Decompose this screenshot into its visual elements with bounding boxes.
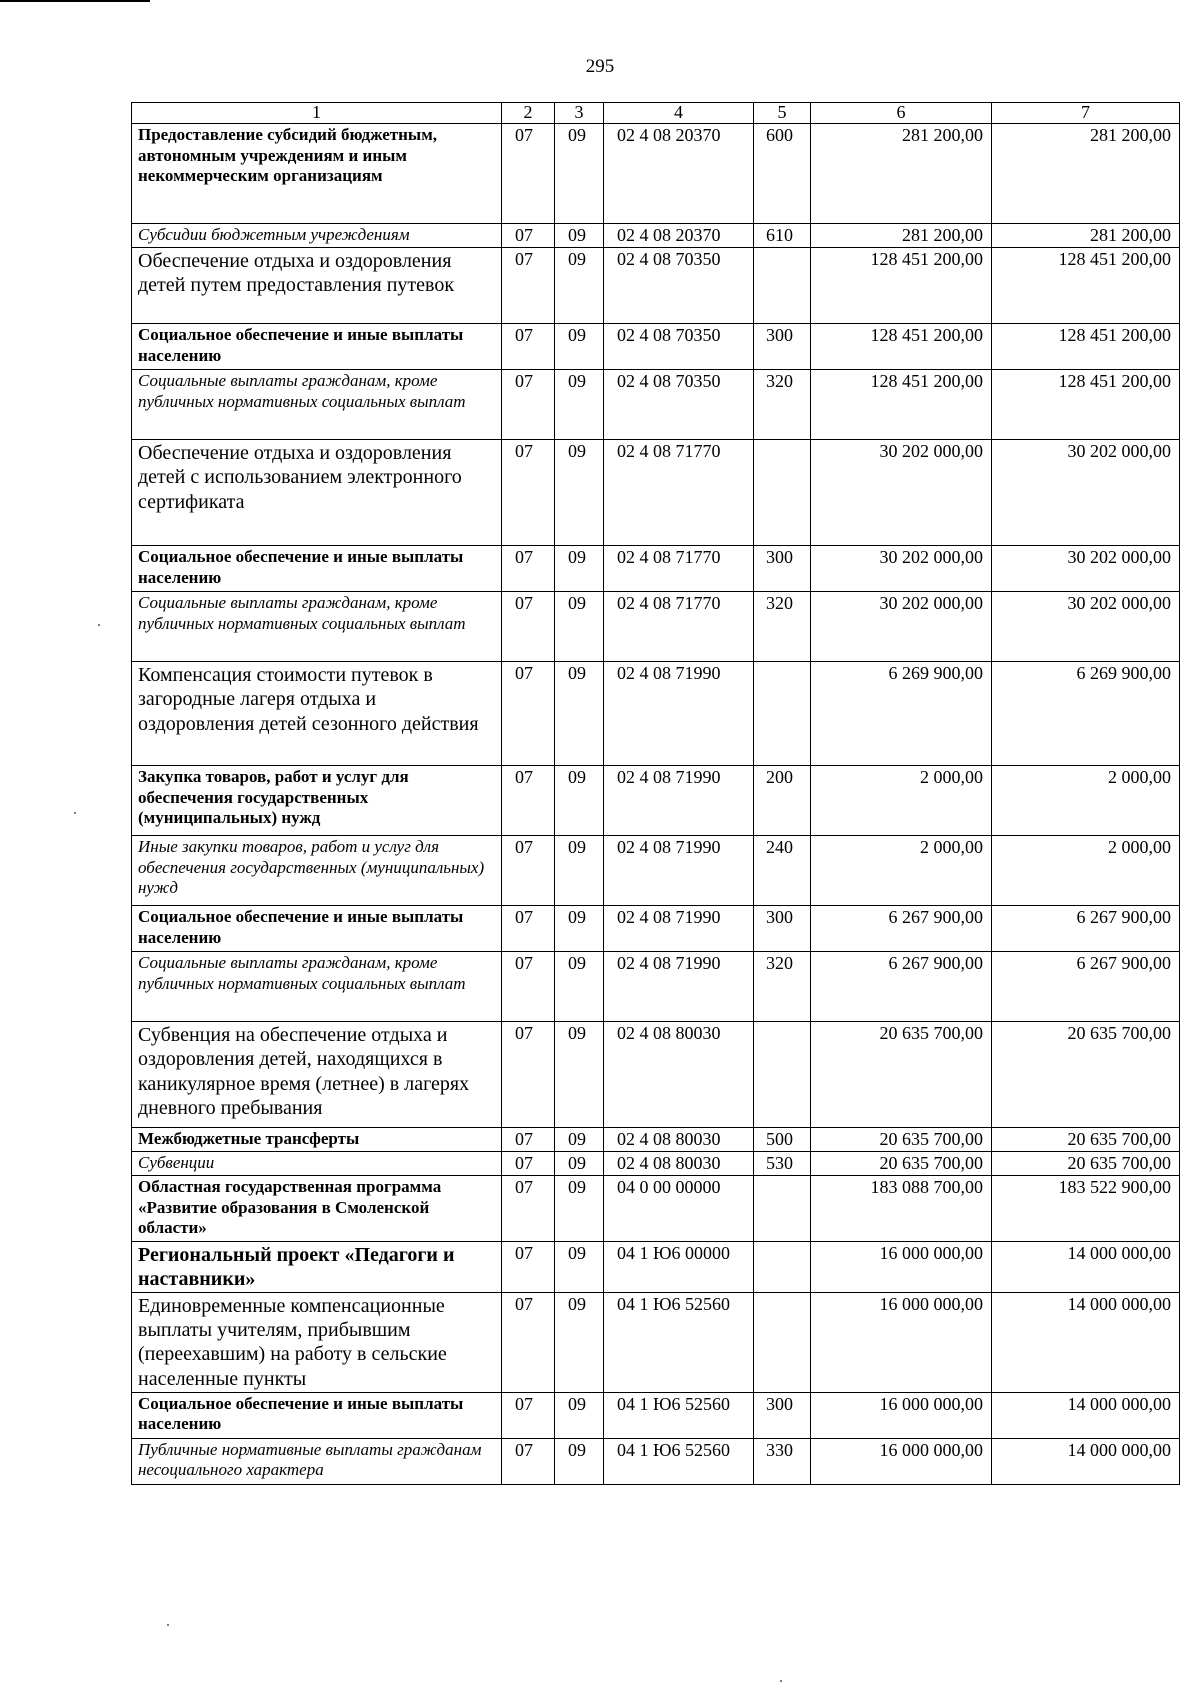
- cell-c2: 07: [502, 545, 555, 591]
- row-name-cell: Предоставление субсидий бюджетным, автономным учреждениям и иным некоммерческим организациям: [132, 123, 502, 223]
- cell-c2: 07: [502, 1175, 555, 1241]
- cell-c7: 14 000 000,00: [992, 1438, 1180, 1484]
- cell-c5: [754, 1021, 811, 1127]
- cell-c3: 09: [555, 247, 604, 323]
- cell-c6: 30 202 000,00: [811, 591, 992, 661]
- table-row: [132, 661, 1180, 765]
- row-name-cell: Компенсация стоимости путевок в загородные лагеря отдыха и оздоровления детей сезонного действия: [132, 661, 502, 765]
- cell-c4: 04 1 Ю6 00000: [604, 1241, 754, 1292]
- cell-c3: 09: [555, 223, 604, 247]
- cell-c3: 09: [555, 661, 604, 765]
- cell-c7: 14 000 000,00: [992, 1241, 1180, 1292]
- table-row: [132, 369, 1180, 439]
- column-header: 5: [754, 103, 811, 124]
- cell-c4: 02 4 08 71990: [604, 661, 754, 765]
- cell-c7: 30 202 000,00: [992, 591, 1180, 661]
- table-row: [132, 591, 1180, 661]
- row-name-cell: Региональный проект «Педагоги и наставники»: [132, 1241, 502, 1292]
- cell-c2: 07: [502, 905, 555, 951]
- cell-c4: 02 4 08 80030: [604, 1127, 754, 1151]
- cell-c6: 16 000 000,00: [811, 1241, 992, 1292]
- cell-c6: 2 000,00: [811, 835, 992, 905]
- cell-c5: 300: [754, 323, 811, 369]
- cell-c2: 07: [502, 1392, 555, 1438]
- column-header: 3: [555, 103, 604, 124]
- cell-c7: 20 635 700,00: [992, 1151, 1180, 1175]
- table-body: [132, 123, 1180, 1484]
- cell-c5: 330: [754, 1438, 811, 1484]
- cell-c6: 6 269 900,00: [811, 661, 992, 765]
- table-row: [132, 439, 1180, 545]
- cell-c7: 6 269 900,00: [992, 661, 1180, 765]
- cell-c5: 320: [754, 591, 811, 661]
- row-name-cell: Социальные выплаты гражданам, кроме публичных нормативных социальных выплат: [132, 369, 502, 439]
- cell-c7: 2 000,00: [992, 765, 1180, 835]
- cell-c6: 30 202 000,00: [811, 439, 992, 545]
- cell-c2: 07: [502, 123, 555, 223]
- row-name-cell: Субвенция на обеспечение отдыха и оздоровления детей, находящихся в каникулярное время (летнее) в лагерях дневного пребывания: [132, 1021, 502, 1127]
- column-header: 7: [992, 103, 1180, 124]
- cell-c7: 20 635 700,00: [992, 1127, 1180, 1151]
- row-name-cell: Обеспечение отдыха и оздоровления детей путем предоставления путевок: [132, 247, 502, 323]
- cell-c5: [754, 1241, 811, 1292]
- table-row: [132, 1392, 1180, 1438]
- cell-c2: 07: [502, 1438, 555, 1484]
- cell-c4: 02 4 08 20370: [604, 123, 754, 223]
- cell-c3: 09: [555, 1241, 604, 1292]
- cell-c4: 04 0 00 00000: [604, 1175, 754, 1241]
- row-name-cell: Областная государственная программа «Развитие образования в Смоленской области»: [132, 1175, 502, 1241]
- cell-c7: 128 451 200,00: [992, 247, 1180, 323]
- cell-c5: [754, 439, 811, 545]
- cell-c3: 09: [555, 123, 604, 223]
- cell-c7: 30 202 000,00: [992, 545, 1180, 591]
- row-name-cell: Социальное обеспечение и иные выплаты населению: [132, 1392, 502, 1438]
- cell-c6: 128 451 200,00: [811, 247, 992, 323]
- cell-c2: 07: [502, 247, 555, 323]
- column-header: 2: [502, 103, 555, 124]
- cell-c2: 07: [502, 765, 555, 835]
- cell-c6: 20 635 700,00: [811, 1021, 992, 1127]
- cell-c7: 128 451 200,00: [992, 369, 1180, 439]
- cell-c4: 02 4 08 71990: [604, 905, 754, 951]
- row-name-cell: Субвенции: [132, 1151, 502, 1175]
- cell-c4: 02 4 08 70350: [604, 369, 754, 439]
- cell-c2: 07: [502, 661, 555, 765]
- cell-c7: 20 635 700,00: [992, 1021, 1180, 1127]
- cell-c7: 6 267 900,00: [992, 905, 1180, 951]
- column-header: 1: [132, 103, 502, 124]
- cell-c7: 14 000 000,00: [992, 1292, 1180, 1392]
- cell-c6: 20 635 700,00: [811, 1151, 992, 1175]
- table-row: [132, 1292, 1180, 1392]
- row-name-cell: Иные закупки товаров, работ и услуг для обеспечения государственных (муниципальных) нужд: [132, 835, 502, 905]
- cell-c5: [754, 661, 811, 765]
- cell-c6: 6 267 900,00: [811, 905, 992, 951]
- cell-c3: 09: [555, 951, 604, 1021]
- cell-c3: 09: [555, 369, 604, 439]
- cell-c4: 02 4 08 70350: [604, 323, 754, 369]
- table-row: [132, 323, 1180, 369]
- cell-c7: 183 522 900,00: [992, 1175, 1180, 1241]
- cell-c5: [754, 1292, 811, 1392]
- cell-c3: 09: [555, 1438, 604, 1484]
- row-name-cell: Социальные выплаты гражданам, кроме публичных нормативных социальных выплат: [132, 951, 502, 1021]
- cell-c4: 02 4 08 71990: [604, 951, 754, 1021]
- cell-c6: 128 451 200,00: [811, 323, 992, 369]
- row-name-cell: Единовременные компенсационные выплаты учителям, прибывшим (переехавшим) на работу в сельские населенные пункты: [132, 1292, 502, 1392]
- row-name-cell: Социальное обеспечение и иные выплаты населению: [132, 545, 502, 591]
- cell-c2: 07: [502, 951, 555, 1021]
- cell-c6: 2 000,00: [811, 765, 992, 835]
- scan-speck: [74, 812, 76, 814]
- row-name-cell: Межбюджетные трансферты: [132, 1127, 502, 1151]
- cell-c4: 02 4 08 70350: [604, 247, 754, 323]
- budget-table: [131, 102, 1180, 1485]
- cell-c6: 16 000 000,00: [811, 1438, 992, 1484]
- cell-c2: 07: [502, 591, 555, 661]
- cell-c7: 6 267 900,00: [992, 951, 1180, 1021]
- table-row: [132, 223, 1180, 247]
- cell-c5: 530: [754, 1151, 811, 1175]
- cell-c2: 07: [502, 223, 555, 247]
- cell-c2: 07: [502, 439, 555, 545]
- cell-c2: 07: [502, 1241, 555, 1292]
- cell-c3: 09: [555, 1175, 604, 1241]
- row-name-cell: Социальное обеспечение и иные выплаты населению: [132, 323, 502, 369]
- cell-c6: 183 088 700,00: [811, 1175, 992, 1241]
- table-row: [132, 765, 1180, 835]
- cell-c6: 16 000 000,00: [811, 1292, 992, 1392]
- cell-c2: 07: [502, 1021, 555, 1127]
- cell-c5: 300: [754, 545, 811, 591]
- cell-c4: 04 1 Ю6 52560: [604, 1292, 754, 1392]
- cell-c2: 07: [502, 835, 555, 905]
- scan-speck: [98, 624, 100, 626]
- cell-c6: 16 000 000,00: [811, 1392, 992, 1438]
- cell-c5: 240: [754, 835, 811, 905]
- row-name-cell: Социальные выплаты гражданам, кроме публичных нормативных социальных выплат: [132, 591, 502, 661]
- table-row: [132, 1438, 1180, 1484]
- cell-c5: 200: [754, 765, 811, 835]
- cell-c3: 09: [555, 1392, 604, 1438]
- cell-c5: 500: [754, 1127, 811, 1151]
- cell-c7: 281 200,00: [992, 123, 1180, 223]
- cell-c3: 09: [555, 1127, 604, 1151]
- cell-c3: 09: [555, 323, 604, 369]
- cell-c5: 320: [754, 951, 811, 1021]
- table-header-row: [132, 103, 1180, 124]
- table-row: [132, 1175, 1180, 1241]
- cell-c2: 07: [502, 1292, 555, 1392]
- cell-c2: 07: [502, 369, 555, 439]
- top-edge-line: [0, 0, 150, 2]
- table-row: [132, 123, 1180, 223]
- cell-c3: 09: [555, 545, 604, 591]
- cell-c3: 09: [555, 1292, 604, 1392]
- cell-c6: 6 267 900,00: [811, 951, 992, 1021]
- cell-c5: 600: [754, 123, 811, 223]
- table-row: [132, 1127, 1180, 1151]
- column-header: 6: [811, 103, 992, 124]
- cell-c4: 04 1 Ю6 52560: [604, 1392, 754, 1438]
- row-name-cell: Субсидии бюджетным учреждениям: [132, 223, 502, 247]
- table-row: [132, 951, 1180, 1021]
- scan-speck: [780, 1680, 782, 1682]
- cell-c6: 281 200,00: [811, 223, 992, 247]
- cell-c7: 128 451 200,00: [992, 323, 1180, 369]
- cell-c4: 02 4 08 20370: [604, 223, 754, 247]
- scan-speck: [167, 1624, 169, 1626]
- row-name-cell: Закупка товаров, работ и услуг для обеспечения государственных (муниципальных) нужд: [132, 765, 502, 835]
- cell-c3: 09: [555, 765, 604, 835]
- row-name-cell: Публичные нормативные выплаты гражданам несоциального характера: [132, 1438, 502, 1484]
- cell-c4: 02 4 08 71770: [604, 591, 754, 661]
- cell-c2: 07: [502, 1127, 555, 1151]
- cell-c3: 09: [555, 1151, 604, 1175]
- cell-c7: 30 202 000,00: [992, 439, 1180, 545]
- row-name-cell: Обеспечение отдыха и оздоровления детей с использованием электронного сертификата: [132, 439, 502, 545]
- table-row: [132, 905, 1180, 951]
- cell-c5: 320: [754, 369, 811, 439]
- cell-c2: 07: [502, 323, 555, 369]
- cell-c7: 2 000,00: [992, 835, 1180, 905]
- cell-c3: 09: [555, 905, 604, 951]
- cell-c5: 300: [754, 905, 811, 951]
- cell-c7: 281 200,00: [992, 223, 1180, 247]
- table-row: [132, 1151, 1180, 1175]
- table-row: [132, 1021, 1180, 1127]
- cell-c6: 128 451 200,00: [811, 369, 992, 439]
- cell-c4: 02 4 08 71770: [604, 545, 754, 591]
- table-row: [132, 545, 1180, 591]
- cell-c3: 09: [555, 439, 604, 545]
- cell-c4: 02 4 08 71990: [604, 835, 754, 905]
- cell-c3: 09: [555, 835, 604, 905]
- cell-c4: 04 1 Ю6 52560: [604, 1438, 754, 1484]
- table-row: [132, 835, 1180, 905]
- cell-c4: 02 4 08 71990: [604, 765, 754, 835]
- cell-c4: 02 4 08 80030: [604, 1151, 754, 1175]
- cell-c5: [754, 1175, 811, 1241]
- cell-c5: 300: [754, 1392, 811, 1438]
- cell-c2: 07: [502, 1151, 555, 1175]
- table-row: [132, 1241, 1180, 1292]
- cell-c6: 30 202 000,00: [811, 545, 992, 591]
- table-row: [132, 247, 1180, 323]
- cell-c4: 02 4 08 71770: [604, 439, 754, 545]
- column-header: 4: [604, 103, 754, 124]
- cell-c6: 20 635 700,00: [811, 1127, 992, 1151]
- cell-c5: 610: [754, 223, 811, 247]
- cell-c4: 02 4 08 80030: [604, 1021, 754, 1127]
- row-name-cell: Социальное обеспечение и иные выплаты населению: [132, 905, 502, 951]
- cell-c6: 281 200,00: [811, 123, 992, 223]
- cell-c5: [754, 247, 811, 323]
- cell-c7: 14 000 000,00: [992, 1392, 1180, 1438]
- cell-c3: 09: [555, 1021, 604, 1127]
- page-number: 295: [585, 56, 615, 77]
- cell-c3: 09: [555, 591, 604, 661]
